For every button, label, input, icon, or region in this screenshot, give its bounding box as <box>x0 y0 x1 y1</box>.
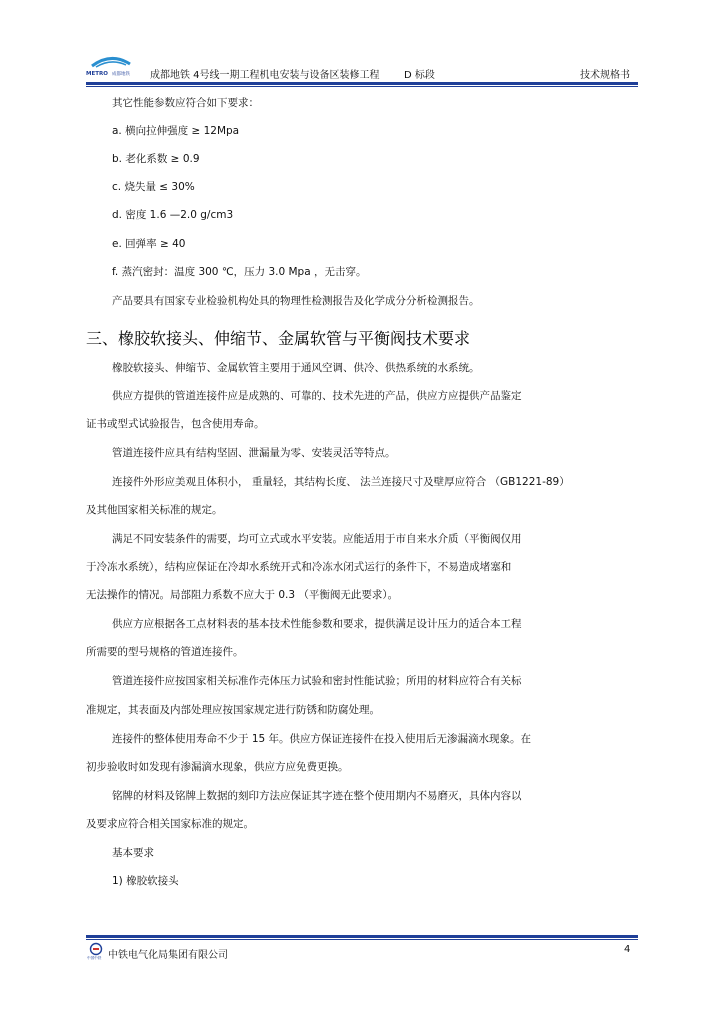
paragraph-line: 连接件的整体使用寿命不少于 15 年。供应方保证连接件在投入使用后无渗漏滴水现象。在 <box>112 733 532 745</box>
paragraph-line: 供应方应根据各工点材料表的基本技术性能参数和要求，提供满足设计压力的适合本工程 <box>112 618 522 630</box>
paragraph-line: 满足不同安装条件的需要，均可立式或水平安装。应能适用于市自来水介质（平衡阀仅用 <box>112 533 522 545</box>
paragraph-line: 橡胶软接头、伸缩节、金属软管主要用于通风空调、供冷、供热系统的水系统。 <box>112 362 480 374</box>
paragraph-line: 于冷冻水系统），结构应保证在冷却水系统开式和冷冻水闭式运行的条件下，不易造成堵塞和 <box>86 561 512 573</box>
page-number: 4 <box>624 944 631 955</box>
report-line: 产品要具有国家专业检验机构处具的物理性检测报告及化学成分分析检测报告。 <box>112 295 480 307</box>
header-rule-thin <box>86 86 638 87</box>
footer-rule-thin <box>86 939 638 940</box>
intro-line: 其它性能参数应符合如下要求： <box>112 97 259 109</box>
paragraph-line: 及要求应符合相关国家标准的规定。 <box>86 818 254 830</box>
header-doc-type: 技术规格书 <box>580 70 630 81</box>
spec-d: d. 密度 1.6 —2.0 g/cm3 <box>112 209 234 221</box>
paragraph-line: 管道连接件应按国家相关标准作壳体压力试验和密封性能试验；所用的材料应符合有关标 <box>112 675 522 687</box>
paragraph-line: 1) 橡胶软接头 <box>112 875 179 887</box>
paragraph-line: 基本要求 <box>112 847 154 859</box>
footer-company: 中铁电气化局集团有限公司 <box>108 950 228 961</box>
spec-a: a. 横向拉伸强度 ≥ 12Mpa <box>112 125 240 137</box>
metro-logo-icon <box>86 54 136 78</box>
paragraph-line: 供应方提供的管道连接件应是成熟的、可靠的、技术先进的产品，供应方应提供产品鉴定 <box>112 390 522 402</box>
header-section: D 标段 <box>404 70 435 81</box>
section-heading: 三、橡胶软接头、伸缩节、金属软管与平衡阀技术要求 <box>86 329 471 348</box>
header-project: 成都地铁 4号线一期工程机电安装与设备区装修工程 <box>150 70 380 81</box>
paragraph-line: 连接件外形应美观且体积小， 重量轻，其结构长度、 法兰连接尺寸及壁厚应符合 （GB1221-89） <box>112 476 570 488</box>
crec-logo-icon <box>86 942 106 960</box>
paragraph-line: 初步验收时如发现有渗漏滴水现象，供应方应免费更换。 <box>86 761 349 773</box>
paragraph-line: 无法操作的情况。局部阻力系数不应大于 0.3 （平衡阀无此要求）。 <box>86 589 399 601</box>
paragraph-line: 准规定，其表面及内部处理应按国家规定进行防锈和防腐处理。 <box>86 704 380 716</box>
paragraph-line: 铭牌的材料及铭牌上数据的刻印方法应保证其字迹在整个使用期内不易磨灭，具体内容以 <box>112 790 522 802</box>
paragraph-line: 证书或型式试验报告，包含使用寿命。 <box>86 418 265 430</box>
paragraph-line: 及其他国家相关标准的规定。 <box>86 504 223 516</box>
logo-text: METRO <box>86 71 108 77</box>
paragraph-line: 所需要的型号规格的管道连接件。 <box>86 646 244 658</box>
paragraph-line: 管道连接件应具有结构坚固、泄漏量为零、安装灵活等特点。 <box>112 447 396 459</box>
page-header <box>86 52 638 82</box>
footer-logo-text: 中国中铁 <box>87 956 102 960</box>
spec-f: f. 蒸汽密封：温度 300 ℃，压力 3.0 Mpa ，无击穿。 <box>112 266 367 278</box>
spec-e: e. 回弹率 ≥ 40 <box>112 238 186 250</box>
header-rule <box>86 82 638 85</box>
spec-c: c. 烧失量 ≤ 30% <box>112 181 195 193</box>
spec-b: b. 老化系数 ≥ 0.9 <box>112 153 200 165</box>
logo-subtext: 成都地铁 <box>112 72 130 77</box>
footer-rule <box>86 935 638 938</box>
